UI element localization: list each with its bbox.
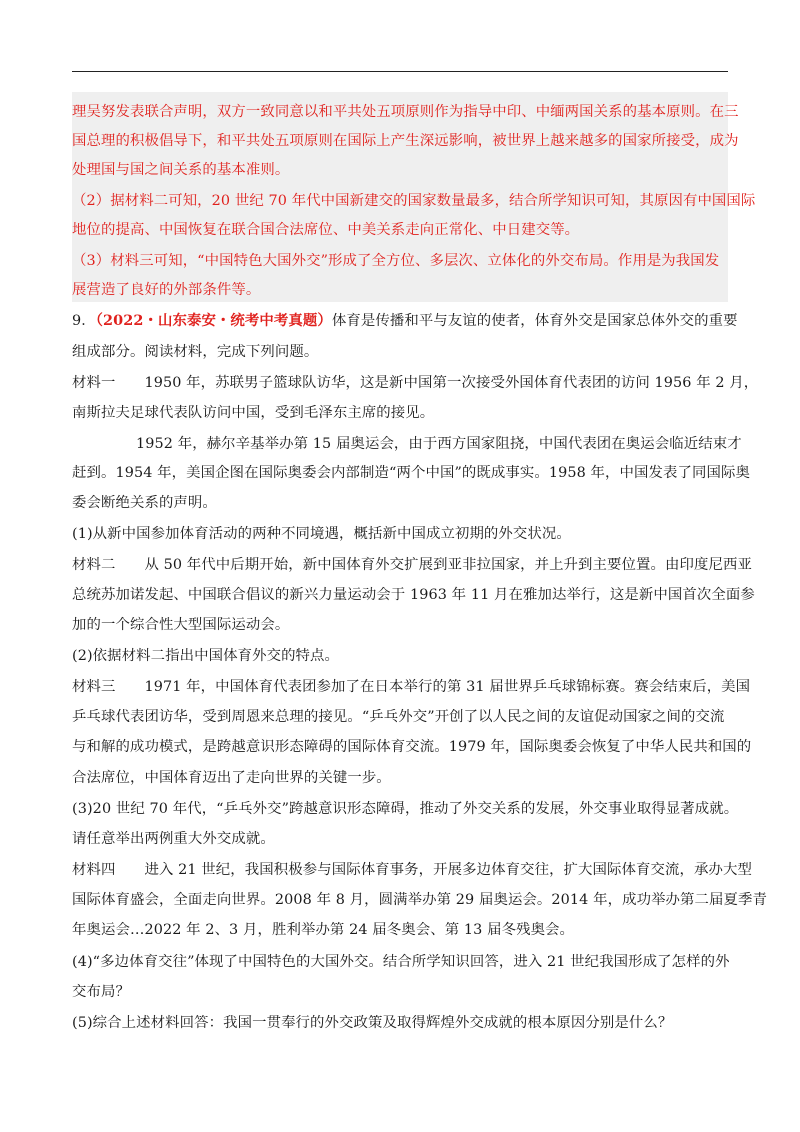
- material-2-line: 加的一个综合性大型国际运动会。: [72, 617, 290, 633]
- answer-line: 理吴努发表联合声明，双方一致同意以和平共处五项原则作为指导中印、中缅两国关系的基本原则。在三: [72, 104, 739, 120]
- material-4-line: 材料四 进入 21 世纪，我国积极参与国际体育事务，开展多边体育交往，扩大国际体育交流，承办大型: [72, 862, 752, 878]
- question-9-intro: [72, 312, 738, 330]
- material-1-line: 材料一 1950 年，苏联男子篮球队访华，这是新中国第一次接受外国体育代表团的访问 1956 年 2 月，: [72, 375, 759, 391]
- material-3-line: 与和解的成功模式，是跨越意识形态障碍的国际体育交流。1979 年，国际奥委会恢复了中华人民共和国的: [72, 739, 752, 755]
- answer-line: 展营造了良好的外部条件等。: [72, 282, 261, 298]
- question-source: （2022・山东泰安・统考中考真题）: [95, 312, 332, 329]
- answer-line: 地位的提高、中国恢复在联合国合法席位、中美关系走向正常化、中日建交等。: [72, 222, 580, 238]
- question-number: 9．: [72, 313, 96, 329]
- material-4-line: 国际体育盛会，全面走向世界。2008 年 8 月，圆满举办第 29 届奥运会。2014 年，成功举办第二届夏季青: [72, 892, 767, 908]
- material-2-line: 总统苏加诺发起、中国联合倡议的新兴力量运动会于 1963 年 11 月在雅加达举行，这是新中国首次全面参: [72, 587, 755, 603]
- material-1-line: 赶到。1954 年，美国企图在国际奥委会内部制造“两个中国”的既成事实。1958 年，中国发表了同国际奥: [72, 465, 750, 481]
- material-1-line: 委会断绝关系的声明。: [72, 495, 217, 511]
- sub-question-3: (3)20 世纪 70 年代，“乒乓外交”跨越意识形态障碍，推动了外交关系的发展，外交事业取得显著成就。: [72, 801, 739, 817]
- answer-line: （2）据材料二可知，20 世纪 70 年代中国新建交的国家数量最多，结合所学知识可知，其原因有中国国际: [72, 193, 756, 209]
- material-1-line: 南斯拉夫足球代表队访问中国，受到毛泽东主席的接见。: [72, 405, 435, 421]
- header-rule: [72, 71, 728, 72]
- material-3-line: 材料三 1971 年，中国体育代表团参加了在日本举行的第 31 届世界乒乓球锦标赛。赛会结束后，美国: [72, 679, 751, 695]
- question-intro-text: 体育是传播和平与友谊的使者，体育外交是国家总体外交的重要: [331, 313, 738, 329]
- question-intro-line: 组成部分。阅读材料，完成下列问题。: [72, 344, 319, 360]
- material-3-line: 乒乓球代表团访华，受到周恩来总理的接见。“乒乓外交”开创了以人民之间的友谊促动国家之间的交流: [72, 709, 725, 725]
- sub-question-1: (1)从新中国参加体育活动的两种不同境遇，概括新中国成立初期的外交状况。: [72, 526, 571, 542]
- sub-question-5: (5)综合上述材料回答：我国一贯奉行的外交政策及取得辉煌外交成就的根本原因分别是什么？: [72, 1015, 673, 1031]
- sub-question-4: (4)“多边体育交往”体现了中国特色的大国外交。结合所学知识回答，进入 21 世纪我国形成了怎样的外: [72, 954, 730, 970]
- sub-question-2: (2)依据材料二指出中国体育外交的特点。: [72, 648, 340, 664]
- sub-question-4-cont: 交布局？: [72, 984, 130, 1000]
- sub-question-3-cont: 请任意举出两例重大外交成就。: [72, 831, 275, 847]
- answer-line: 国总理的积极倡导下，和平共处五项原则在国际上产生深远影响，被世界上越来越多的国家所接受，成为: [72, 133, 739, 149]
- material-4-line: 年奥运会…2022 年 2、3 月，胜利举办第 24 届冬奥会、第 13 届冬残奥会。: [72, 922, 575, 938]
- material-3-line: 合法席位，中国体育迈出了走向世界的关键一步。: [72, 770, 391, 786]
- material-2-line: 材料二 从 50 年代中后期开始，新中国体育外交扩展到亚非拉国家，并上升到主要位置。由印度尼西亚: [72, 557, 752, 573]
- answer-line: 处理国与国之间关系的基本准则。: [72, 162, 290, 178]
- answer-line: （3）材料三可知，“中国特色大国外交”形成了全方位、多层次、立体化的外交布局。作用是为我国发: [72, 253, 720, 269]
- material-1-line: 1952 年，赫尔辛基举办第 15 届奥运会，由于西方国家阻挠，中国代表团在奥运会临近结束才: [136, 436, 742, 452]
